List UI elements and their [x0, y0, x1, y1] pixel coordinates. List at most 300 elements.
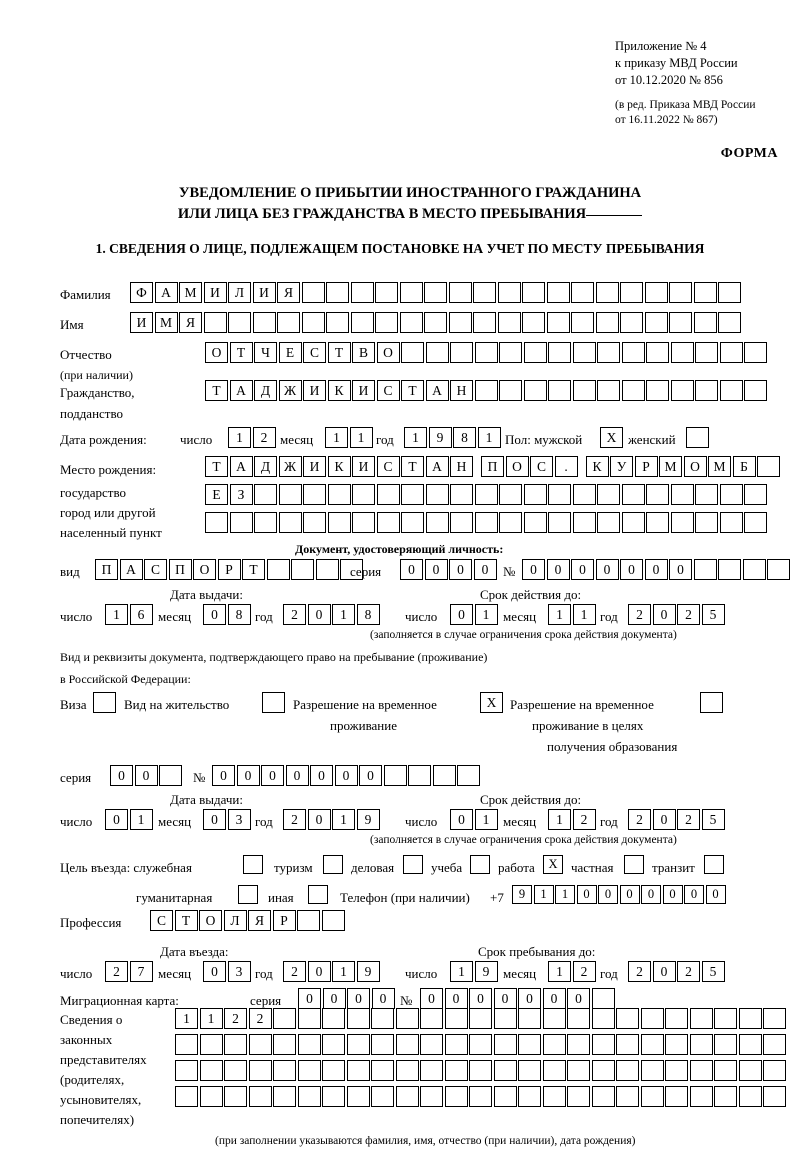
- form-cell[interactable]: [622, 380, 645, 401]
- form-cell[interactable]: 0: [547, 559, 570, 580]
- form-cell[interactable]: Р: [635, 456, 658, 477]
- sex-female-checkbox[interactable]: [686, 427, 711, 448]
- form-cell[interactable]: [323, 855, 343, 874]
- form-cell[interactable]: [494, 1008, 517, 1029]
- form-cell[interactable]: И: [303, 380, 326, 401]
- form-cell[interactable]: Т: [328, 342, 351, 363]
- form-cell[interactable]: Т: [175, 910, 198, 931]
- form-cell[interactable]: Д: [254, 456, 277, 477]
- form-cell[interactable]: [548, 512, 571, 533]
- form-cell[interactable]: [763, 1060, 786, 1081]
- form-cell[interactable]: [473, 312, 496, 333]
- form-cell[interactable]: [302, 282, 325, 303]
- form-cell[interactable]: [543, 1060, 566, 1081]
- form-cell[interactable]: [371, 1060, 394, 1081]
- form-cell[interactable]: 0: [653, 604, 676, 625]
- form-cell[interactable]: X: [543, 855, 563, 874]
- form-cell[interactable]: [449, 282, 472, 303]
- form-cell[interactable]: [396, 1060, 419, 1081]
- form-cell[interactable]: [249, 1034, 272, 1055]
- form-cell[interactable]: [718, 282, 741, 303]
- sex-male-checkbox[interactable]: [600, 427, 625, 448]
- form-cell[interactable]: [279, 512, 302, 533]
- form-cell[interactable]: [720, 512, 743, 533]
- phone-boxes[interactable]: [512, 885, 727, 904]
- form-cell[interactable]: [567, 1060, 590, 1081]
- form-cell[interactable]: 0: [494, 988, 517, 1009]
- doc-valid-year-boxes[interactable]: [628, 604, 726, 625]
- form-cell[interactable]: И: [352, 380, 375, 401]
- form-cell[interactable]: [597, 484, 620, 505]
- form-cell[interactable]: 5: [702, 961, 725, 982]
- form-cell[interactable]: [375, 282, 398, 303]
- form-cell[interactable]: [744, 512, 767, 533]
- form-cell[interactable]: [646, 342, 669, 363]
- form-cell[interactable]: 1: [548, 961, 571, 982]
- form-cell[interactable]: [573, 380, 596, 401]
- form-cell[interactable]: [597, 512, 620, 533]
- form-cell[interactable]: 1: [200, 1008, 223, 1029]
- form-cell[interactable]: 2: [573, 961, 596, 982]
- form-cell[interactable]: 2: [677, 604, 700, 625]
- stay-valid-day-boxes[interactable]: [450, 809, 499, 830]
- form-cell[interactable]: [303, 484, 326, 505]
- visa-checkbox[interactable]: [93, 692, 118, 713]
- form-cell[interactable]: Я: [179, 312, 202, 333]
- migration-number-boxes[interactable]: [420, 988, 616, 1009]
- form-cell[interactable]: 0: [323, 988, 346, 1009]
- form-cell[interactable]: 2: [677, 961, 700, 982]
- form-cell[interactable]: 0: [620, 559, 643, 580]
- form-cell[interactable]: [175, 1060, 198, 1081]
- form-cell[interactable]: [597, 380, 620, 401]
- form-cell[interactable]: М: [179, 282, 202, 303]
- form-cell[interactable]: [567, 1008, 590, 1029]
- form-cell[interactable]: А: [426, 456, 449, 477]
- form-cell[interactable]: [671, 342, 694, 363]
- form-cell[interactable]: К: [328, 456, 351, 477]
- form-cell[interactable]: И: [253, 282, 276, 303]
- form-cell[interactable]: [308, 885, 328, 904]
- form-cell[interactable]: [616, 1034, 639, 1055]
- form-cell[interactable]: К: [328, 380, 351, 401]
- form-cell[interactable]: [499, 380, 522, 401]
- surname-boxes[interactable]: [130, 282, 743, 303]
- form-cell[interactable]: 1: [478, 427, 501, 448]
- form-cell[interactable]: [616, 1086, 639, 1107]
- form-cell[interactable]: [641, 1034, 664, 1055]
- stay-issue-day-boxes[interactable]: [105, 809, 154, 830]
- stay-valid-year-boxes[interactable]: [628, 809, 726, 830]
- form-cell[interactable]: [262, 692, 285, 713]
- form-cell[interactable]: [298, 1086, 321, 1107]
- form-cell[interactable]: Л: [224, 910, 247, 931]
- form-cell[interactable]: 1: [332, 809, 355, 830]
- form-cell[interactable]: 0: [522, 559, 545, 580]
- form-cell[interactable]: [686, 427, 709, 448]
- form-cell[interactable]: [641, 1086, 664, 1107]
- form-cell[interactable]: [518, 1086, 541, 1107]
- form-cell[interactable]: [249, 1060, 272, 1081]
- form-cell[interactable]: Д: [254, 380, 277, 401]
- purpose-work-checkbox[interactable]: [543, 855, 563, 874]
- form-cell[interactable]: [298, 1060, 321, 1081]
- form-cell[interactable]: 1: [130, 809, 153, 830]
- form-cell[interactable]: [499, 512, 522, 533]
- form-cell[interactable]: [744, 380, 767, 401]
- form-cell[interactable]: 0: [420, 988, 443, 1009]
- stay-issue-year-boxes[interactable]: [283, 809, 381, 830]
- form-cell[interactable]: 0: [425, 559, 448, 580]
- form-cell[interactable]: В: [352, 342, 375, 363]
- form-cell[interactable]: [524, 484, 547, 505]
- name-boxes[interactable]: [130, 312, 743, 333]
- form-cell[interactable]: Ж: [279, 380, 302, 401]
- form-cell[interactable]: [620, 282, 643, 303]
- form-cell[interactable]: [377, 512, 400, 533]
- form-cell[interactable]: [592, 1034, 615, 1055]
- entry-year-boxes[interactable]: [283, 961, 381, 982]
- form-cell[interactable]: [739, 1008, 762, 1029]
- stay-until-month-boxes[interactable]: [548, 961, 597, 982]
- form-cell[interactable]: [475, 484, 498, 505]
- form-cell[interactable]: [384, 765, 407, 786]
- form-cell[interactable]: [573, 512, 596, 533]
- form-cell[interactable]: 0: [308, 809, 331, 830]
- form-cell[interactable]: А: [426, 380, 449, 401]
- form-cell[interactable]: 0: [359, 765, 382, 786]
- form-cell[interactable]: Т: [205, 380, 228, 401]
- form-cell[interactable]: Т: [205, 456, 228, 477]
- form-cell[interactable]: [316, 559, 339, 580]
- form-cell[interactable]: .: [555, 456, 578, 477]
- form-cell[interactable]: [543, 1034, 566, 1055]
- form-cell[interactable]: [277, 312, 300, 333]
- form-cell[interactable]: 0: [310, 765, 333, 786]
- form-cell[interactable]: Я: [248, 910, 271, 931]
- form-cell[interactable]: 8: [228, 604, 251, 625]
- birth-month-boxes[interactable]: [325, 427, 374, 448]
- form-cell[interactable]: П: [481, 456, 504, 477]
- form-cell[interactable]: [714, 1034, 737, 1055]
- doc-issue-year-boxes[interactable]: [283, 604, 381, 625]
- form-cell[interactable]: [645, 312, 668, 333]
- form-cell[interactable]: 2: [283, 809, 306, 830]
- form-cell[interactable]: [420, 1034, 443, 1055]
- form-cell[interactable]: Н: [450, 380, 473, 401]
- form-cell[interactable]: [445, 1060, 468, 1081]
- form-cell[interactable]: 1: [475, 809, 498, 830]
- form-cell[interactable]: [743, 559, 766, 580]
- form-cell[interactable]: [204, 312, 227, 333]
- form-cell[interactable]: [494, 1086, 517, 1107]
- form-cell[interactable]: 0: [518, 988, 541, 1009]
- form-cell[interactable]: [695, 342, 718, 363]
- form-cell[interactable]: [646, 484, 669, 505]
- form-cell[interactable]: [543, 1008, 566, 1029]
- form-cell[interactable]: 0: [105, 809, 128, 830]
- form-cell[interactable]: [739, 1060, 762, 1081]
- legal-reps-line4-boxes[interactable]: [175, 1086, 788, 1107]
- form-cell[interactable]: 0: [372, 988, 395, 1009]
- form-cell[interactable]: 0: [445, 988, 468, 1009]
- form-cell[interactable]: 9: [357, 809, 380, 830]
- form-cell[interactable]: [499, 342, 522, 363]
- form-cell[interactable]: [720, 380, 743, 401]
- form-cell[interactable]: [298, 1008, 321, 1029]
- form-cell[interactable]: Ч: [254, 342, 277, 363]
- form-cell[interactable]: [622, 512, 645, 533]
- form-cell[interactable]: [671, 380, 694, 401]
- form-cell[interactable]: [469, 1008, 492, 1029]
- form-cell[interactable]: [665, 1086, 688, 1107]
- purpose-other-checkbox[interactable]: [308, 885, 328, 904]
- purpose-service-checkbox[interactable]: [243, 855, 263, 874]
- form-cell[interactable]: [739, 1034, 762, 1055]
- form-cell[interactable]: [433, 765, 456, 786]
- birth-place-line1-boxes[interactable]: [205, 456, 782, 477]
- form-cell[interactable]: [253, 312, 276, 333]
- form-cell[interactable]: А: [230, 456, 253, 477]
- form-cell[interactable]: [475, 342, 498, 363]
- form-cell[interactable]: [690, 1060, 713, 1081]
- form-cell[interactable]: [347, 1034, 370, 1055]
- form-cell[interactable]: [254, 484, 277, 505]
- form-cell[interactable]: 0: [335, 765, 358, 786]
- form-cell[interactable]: 1: [548, 604, 571, 625]
- form-cell[interactable]: 1: [548, 809, 571, 830]
- form-cell[interactable]: [347, 1086, 370, 1107]
- form-cell[interactable]: [424, 282, 447, 303]
- form-cell[interactable]: З: [230, 484, 253, 505]
- form-cell[interactable]: 2: [628, 809, 651, 830]
- form-cell[interactable]: [449, 312, 472, 333]
- form-cell[interactable]: Н: [450, 456, 473, 477]
- form-cell[interactable]: [322, 910, 345, 931]
- form-cell[interactable]: С: [377, 456, 400, 477]
- form-cell[interactable]: [547, 282, 570, 303]
- form-cell[interactable]: [347, 1008, 370, 1029]
- form-cell[interactable]: [273, 1060, 296, 1081]
- form-cell[interactable]: [249, 1086, 272, 1107]
- purpose-humanitarian-checkbox[interactable]: [238, 885, 258, 904]
- form-cell[interactable]: [714, 1086, 737, 1107]
- form-cell[interactable]: 1: [105, 604, 128, 625]
- form-cell[interactable]: [403, 855, 423, 874]
- form-cell[interactable]: [205, 512, 228, 533]
- form-cell[interactable]: [596, 312, 619, 333]
- form-cell[interactable]: [744, 484, 767, 505]
- form-cell[interactable]: [616, 1008, 639, 1029]
- form-cell[interactable]: [592, 1060, 615, 1081]
- form-cell[interactable]: 0: [596, 559, 619, 580]
- form-cell[interactable]: П: [95, 559, 118, 580]
- form-cell[interactable]: [371, 1086, 394, 1107]
- form-cell[interactable]: [494, 1034, 517, 1055]
- form-cell[interactable]: 0: [653, 809, 676, 830]
- form-cell[interactable]: М: [659, 456, 682, 477]
- form-cell[interactable]: [375, 312, 398, 333]
- form-cell[interactable]: 2: [573, 809, 596, 830]
- form-cell[interactable]: [518, 1034, 541, 1055]
- form-cell[interactable]: С: [144, 559, 167, 580]
- birth-year-boxes[interactable]: [404, 427, 502, 448]
- form-cell[interactable]: [401, 342, 424, 363]
- form-cell[interactable]: [592, 1008, 615, 1029]
- form-cell[interactable]: [646, 512, 669, 533]
- form-cell[interactable]: [445, 1086, 468, 1107]
- form-cell[interactable]: 1: [325, 427, 348, 448]
- form-cell[interactable]: 1: [534, 885, 554, 904]
- doc-valid-month-boxes[interactable]: [548, 604, 597, 625]
- stay-series-boxes[interactable]: [110, 765, 184, 786]
- form-cell[interactable]: 8: [453, 427, 476, 448]
- form-cell[interactable]: [469, 1086, 492, 1107]
- form-cell[interactable]: [665, 1060, 688, 1081]
- form-cell[interactable]: О: [684, 456, 707, 477]
- form-cell[interactable]: [763, 1086, 786, 1107]
- form-cell[interactable]: [695, 380, 718, 401]
- form-cell[interactable]: [424, 312, 447, 333]
- form-cell[interactable]: [641, 1060, 664, 1081]
- form-cell[interactable]: [175, 1034, 198, 1055]
- form-cell[interactable]: [671, 512, 694, 533]
- form-cell[interactable]: [567, 1086, 590, 1107]
- form-cell[interactable]: 0: [571, 559, 594, 580]
- form-cell[interactable]: 1: [555, 885, 575, 904]
- form-cell[interactable]: Р: [218, 559, 241, 580]
- form-cell[interactable]: [396, 1034, 419, 1055]
- form-cell[interactable]: И: [130, 312, 153, 333]
- form-cell[interactable]: О: [205, 342, 228, 363]
- form-cell[interactable]: 0: [298, 988, 321, 1009]
- form-cell[interactable]: [543, 1086, 566, 1107]
- form-cell[interactable]: 0: [203, 809, 226, 830]
- form-cell[interactable]: [567, 1034, 590, 1055]
- form-cell[interactable]: [377, 484, 400, 505]
- form-cell[interactable]: [238, 885, 258, 904]
- form-cell[interactable]: 9: [429, 427, 452, 448]
- stay-valid-month-boxes[interactable]: [548, 809, 597, 830]
- form-cell[interactable]: Б: [733, 456, 756, 477]
- form-cell[interactable]: 0: [261, 765, 284, 786]
- form-cell[interactable]: 0: [135, 765, 158, 786]
- form-cell[interactable]: [499, 484, 522, 505]
- entry-day-boxes[interactable]: [105, 961, 154, 982]
- form-cell[interactable]: 1: [573, 604, 596, 625]
- form-cell[interactable]: [322, 1086, 345, 1107]
- citizenship-boxes[interactable]: [205, 380, 769, 401]
- form-cell[interactable]: 0: [286, 765, 309, 786]
- form-cell[interactable]: [298, 1034, 321, 1055]
- form-cell[interactable]: [420, 1060, 443, 1081]
- form-cell[interactable]: 2: [283, 604, 306, 625]
- form-cell[interactable]: 0: [684, 885, 704, 904]
- form-cell[interactable]: 0: [347, 988, 370, 1009]
- form-cell[interactable]: [224, 1034, 247, 1055]
- form-cell[interactable]: [408, 765, 431, 786]
- form-cell[interactable]: 0: [203, 604, 226, 625]
- form-cell[interactable]: 2: [249, 1008, 272, 1029]
- form-cell[interactable]: 9: [475, 961, 498, 982]
- form-cell[interactable]: [690, 1086, 713, 1107]
- form-cell[interactable]: [763, 1008, 786, 1029]
- form-cell[interactable]: [616, 1060, 639, 1081]
- doc-issue-day-boxes[interactable]: [105, 604, 154, 625]
- form-cell[interactable]: [328, 512, 351, 533]
- legal-reps-line1-boxes[interactable]: [175, 1008, 788, 1029]
- form-cell[interactable]: [228, 312, 251, 333]
- form-cell[interactable]: [694, 312, 717, 333]
- form-cell[interactable]: 2: [677, 809, 700, 830]
- form-cell[interactable]: [243, 855, 263, 874]
- form-cell[interactable]: 0: [620, 885, 640, 904]
- form-cell[interactable]: 9: [512, 885, 532, 904]
- form-cell[interactable]: 1: [228, 427, 251, 448]
- form-cell[interactable]: [322, 1008, 345, 1029]
- stay-until-day-boxes[interactable]: [450, 961, 499, 982]
- form-cell[interactable]: 0: [308, 604, 331, 625]
- form-cell[interactable]: 0: [110, 765, 133, 786]
- form-cell[interactable]: [739, 1086, 762, 1107]
- form-cell[interactable]: [230, 512, 253, 533]
- form-cell[interactable]: [303, 512, 326, 533]
- form-cell[interactable]: [624, 855, 644, 874]
- form-cell[interactable]: Т: [242, 559, 265, 580]
- form-cell[interactable]: [371, 1034, 394, 1055]
- form-cell[interactable]: 1: [475, 604, 498, 625]
- form-cell[interactable]: [322, 1034, 345, 1055]
- form-cell[interactable]: 0: [203, 961, 226, 982]
- form-cell[interactable]: 0: [645, 559, 668, 580]
- form-cell[interactable]: [596, 282, 619, 303]
- form-cell[interactable]: [351, 312, 374, 333]
- form-cell[interactable]: [200, 1060, 223, 1081]
- form-cell[interactable]: О: [199, 910, 222, 931]
- form-cell[interactable]: [694, 282, 717, 303]
- form-cell[interactable]: [273, 1034, 296, 1055]
- form-cell[interactable]: [522, 282, 545, 303]
- doc-series-boxes[interactable]: [400, 559, 498, 580]
- form-cell[interactable]: [426, 342, 449, 363]
- form-cell[interactable]: [420, 1086, 443, 1107]
- form-cell[interactable]: 0: [706, 885, 726, 904]
- form-cell[interactable]: Т: [230, 342, 253, 363]
- form-cell[interactable]: [524, 380, 547, 401]
- stay-until-year-boxes[interactable]: [628, 961, 726, 982]
- form-cell[interactable]: [352, 484, 375, 505]
- form-cell[interactable]: [524, 512, 547, 533]
- form-cell[interactable]: X: [480, 692, 503, 713]
- purpose-study-checkbox[interactable]: [470, 855, 490, 874]
- form-cell[interactable]: [450, 342, 473, 363]
- form-cell[interactable]: [200, 1034, 223, 1055]
- form-cell[interactable]: [254, 512, 277, 533]
- form-cell[interactable]: 0: [577, 885, 597, 904]
- form-cell[interactable]: 1: [404, 427, 427, 448]
- form-cell[interactable]: [548, 484, 571, 505]
- form-cell[interactable]: [273, 1008, 296, 1029]
- doc-number-boxes[interactable]: [522, 559, 792, 580]
- form-cell[interactable]: [401, 484, 424, 505]
- form-cell[interactable]: [351, 282, 374, 303]
- form-cell[interactable]: 0: [669, 559, 692, 580]
- form-cell[interactable]: [571, 312, 594, 333]
- form-cell[interactable]: О: [377, 342, 400, 363]
- form-cell[interactable]: [518, 1008, 541, 1029]
- form-cell[interactable]: [665, 1034, 688, 1055]
- edu-residence-checkbox[interactable]: [700, 692, 725, 713]
